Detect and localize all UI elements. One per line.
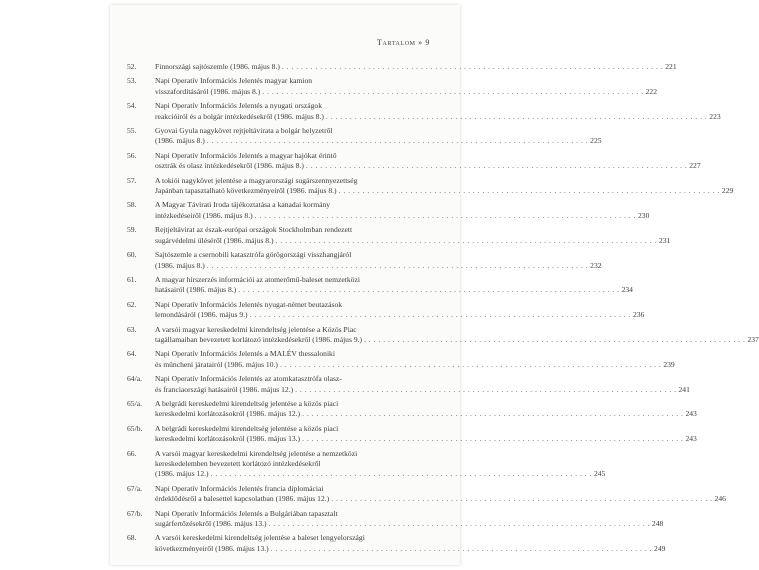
dot-leader: . . . . . . . . . . . . . . . . . . . . . . . . . . . . . . . . . . . . . . . . . . . . . . . . . . . . . . . . . . . . . . . . . . . . . . . . . . . . . . . . [249, 310, 631, 320]
dot-leader: . . . . . . . . . . . . . . . . . . . . . . . . . . . . . . . . . . . . . . . . . . . . . . . . . . . . . . . . . . . . . . . . . . . . . . . . . . . . . . . . [305, 161, 688, 171]
toc-entry-last-line [155, 544, 665, 554]
toc-entry-title-line: A belgrádi kereskedelmi kirendeltség jelentése a közös piaci [155, 398, 339, 408]
toc-entry [127, 423, 697, 445]
toc-entry-page-number: 248 [651, 519, 664, 529]
toc-entry-last-line [155, 285, 633, 295]
toc-entry-title-line: és müncheni járatairól (1986. május 10.) [155, 359, 278, 369]
toc-entry-title-line: Napi Operatív Információs Jelentés magyar kamion [155, 76, 313, 86]
toc-entry-title-line: A varsói kereskedelmi kirendeltség jelentése a baleset lengyelországi [155, 533, 365, 543]
toc-entry-page-number: 221 [665, 62, 677, 71]
toc-entry-title [155, 374, 690, 395]
toc-entry-page-number: 230 [638, 210, 650, 220]
dot-leader: . . . . . . . . . . . . . . . . . . . . . . . . . . . . . . . . . . . . . . . . . . . . . . . . . . . . . . . . . . . . . . . . . . . . . . . . . . . . . . . . [206, 260, 589, 270]
toc-entry-page-number: 225 [590, 136, 602, 146]
toc-entry-page-number: 232 [590, 260, 602, 270]
toc-entry-number: 55. [127, 126, 137, 136]
toc-entry-title-line: (1986. május 12.) [155, 469, 209, 479]
dot-leader: . . . . . . . . . . . . . . . . . . . . . . . . . . . . . . . . . . . . . . . . . . . . . . . . . . . . . . . . . . . . . . . . . . . . . . . . . . . . . . . . [270, 543, 653, 553]
toc-entry-number: 66. [127, 448, 137, 458]
dot-leader: . . . . . . . . . . . . . . . . . . . . . . . . . . . . . . . . . . . . . . . . . . . . . . . . . . . . . . . . . . . . . . . . . . . . . . . . . . . . . . . . [279, 359, 662, 369]
dot-leader: . . . . . . . . . . . . . . . . . . . . . . . . . . . . . . . . . . . . . . . . . . . . . . . . . . . . . . . . . . . . . . . . . . . . . . . . . . . . . . . . [302, 434, 684, 444]
toc-entry-title-line: (1986. május 8.) [155, 136, 205, 146]
toc-entry [127, 200, 650, 221]
toc-entry-title-line: A Magyar Távirati Iroda tájékoztatása a kanadai kormány [155, 200, 331, 210]
toc-entry-title-line: Napi Operatív Információs Jelentés a MALÉV thessaloniki [155, 349, 335, 359]
toc-entry [127, 76, 657, 97]
toc-entry-last-line [155, 186, 733, 196]
toc-entry-title-line: lemondásáról (1986. május 9.) [155, 310, 248, 320]
toc-entry-last-line [155, 161, 701, 171]
toc-entry-last-line [155, 434, 697, 444]
dot-leader: . . . . . . . . . . . . . . . . . . . . . . . . . . . . . . . . . . . . . . . . . . . . . . . . . . . . . . . . . . . . . . . . . . . . . . . . . . . . . . . . [331, 494, 713, 504]
toc-entry-number: 67/a. [127, 483, 142, 493]
dot-leader: . . . . . . . . . . . . . . . . . . . . . . . . . . . . . . . . . . . . . . . . . . . . . . . . . . . . . . . . . . . . . . . . . . . . . . . . . . . . . . . . [210, 469, 592, 479]
toc-entry-last-line [155, 136, 602, 146]
dot-leader: . . . . . . . . . . . . . . . . . . . . . . . . . . . . . . . . . . . . . . . . . . . . . . . . . . . . . . . . . . . . . . . . . . . . . . . . . . . . . . . . [338, 186, 720, 196]
toc-entry-number: 54. [127, 101, 137, 111]
dot-leader: . . . . . . . . . . . . . . . . . . . . . . . . . . . . . . . . . . . . . . . . . . . . . . . . . . . . . . . . . . . . . . . . . . . . . . . . . . . . . . . . [238, 285, 620, 295]
toc-entry-number: 52. [127, 62, 137, 71]
dot-leader: . . . . . . . . . . . . . . . . . . . . . . . . . . . . . . . . . . . . . . . . . . . . . . . . . . . . . . . . . . . . . . . . . . . . . . . . . . . . . . . . [206, 136, 589, 146]
dot-leader: . . . . . . . . . . . . . . . . . . . . . . . . . . . . . . . . . . . . . . . . . . . . . . . . . . . . . . . . . . . . . . . . . . . . . . . . . . . . . . . . [254, 210, 636, 220]
toc-entry-number: 65/b. [127, 423, 143, 433]
toc-entry-title-line: kereskedelemben bevezetett korlátozó intézkedésekről [155, 459, 321, 468]
toc-entry-number: 64/a. [127, 374, 142, 384]
toc-entry-title-line: kereskedelmi korlátozásokról (1986. május 13.) [155, 434, 301, 444]
toc-entry-title-line: intézkedéseiről (1986. május 8.) [155, 210, 253, 220]
toc-entry-title-line: A tokiói nagykövet jelentése a magyarországi sugárszennyezettség [155, 175, 358, 185]
toc-entry-number: 59. [127, 225, 137, 235]
toc-entry-title-line: Napi Operatív Információs Jelentés az atomkatasztrófa olasz- [155, 374, 342, 384]
toc-entry-title [155, 349, 675, 370]
toc-entry [127, 398, 697, 420]
toc-entry [127, 448, 606, 480]
toc-entry-last-line [155, 236, 670, 246]
toc-entry-title [155, 225, 670, 246]
toc-entry-number: 56. [127, 150, 137, 160]
header-section-title: Tartalom [377, 38, 416, 47]
toc-entry-title [155, 151, 701, 172]
toc-entry-title-line: következményeiről (1986. május 13.) [155, 543, 269, 553]
toc-entry-page-number: 241 [678, 384, 690, 394]
toc-entry-title [155, 533, 665, 554]
toc-entry [127, 274, 633, 296]
toc-entry-last-line [155, 87, 657, 97]
toc-entry-number: 60. [127, 250, 137, 260]
dot-leader: . . . . . . . . . . . . . . . . . . . . . . . . . . . . . . . . . . . . . . . . . . . . . . . . . . . . . . . . . . . . . . . . . . . . . . . . . . . . . . . . [364, 334, 746, 344]
dot-leader: . . . . . . . . . . . . . . . . . . . . . . . . . . . . . . . . . . . . . . . . . . . . . . . . . . . . . . . . . . . . . . . . . . . . . . . . . . . . . . . . [295, 384, 677, 394]
toc-entry-title-line: reakcióiról és a bolgár intézkedésekről (1986. május 8.) [155, 111, 324, 121]
toc-entry-title-line: (1986. május 8.) [155, 260, 205, 270]
dot-leader: . . . . . . . . . . . . . . . . . . . . . . . . . . . . . . . . . . . . . . . . . . . . . . . . . . . . . . . . . . . . . . . . . . . . . . . . . . . . . . . . [262, 86, 644, 96]
toc-entry-title-line: Napi Operatív Információs Jelentés nyugat-német beutazások [155, 299, 343, 309]
toc-entry-last-line [155, 112, 721, 122]
toc-entry [127, 62, 677, 72]
toc-entry-title [155, 76, 657, 97]
toc-entry-title-line: Napi Operatív Információs Jelentés francia diplomáciai [155, 483, 324, 493]
toc-entry-title-line: Japánban tapasztalható következményeiről (1986. május 8.) [155, 186, 337, 196]
toc-entry [127, 250, 602, 271]
toc-entry-title-line: kereskedelmi korlátozásokról (1986. május 12.) [155, 409, 301, 419]
toc-entry-page-number: 243 [685, 434, 697, 444]
toc-entry-title-line: osztrák és olasz intézkedésekről (1986. május 8.) [155, 161, 304, 171]
toc-entry-page-number: 234 [621, 285, 633, 295]
header-separator: » [418, 38, 423, 47]
dot-leader: . . . . . . . . . . . . . . . . . . . . . . . . . . . . . . . . . . . . . . . . . . . . . . . . . . . . . . . . . . . . . . . . . . . . . . . . . . . . . . . . [275, 235, 657, 245]
toc-entry-title-line: sugárvédelmi üléséről (1986. május 8.) [155, 235, 274, 245]
toc-entry-title-line: Sajtószemle a csernobili katasztrófa görögországi visszhangjáról [155, 250, 352, 260]
toc-entry-last-line [155, 62, 677, 72]
toc-entry-last-line [155, 211, 649, 221]
toc-entry-title [155, 250, 602, 271]
toc-entry-title [155, 62, 677, 72]
toc-entry-number: 57. [127, 175, 137, 185]
toc-entry-title [155, 126, 602, 147]
toc-entry [127, 126, 602, 147]
toc-entry-page-number: 222 [645, 86, 657, 96]
toc-entry-title [155, 449, 605, 480]
toc-entry-title-line: Gyovai Gyula nagykövet rejtjeltávirata a bolgár helyzetről [155, 126, 333, 136]
toc-entry-title-line: sugárfertőzésekről (1986. május 13.) [155, 519, 267, 529]
toc-entry-title-line: Finnországi sajtószemle (1986. május 8.) [155, 62, 280, 71]
running-header [377, 38, 430, 47]
toc-entry [127, 175, 734, 197]
toc-entry-page-number: 237 [747, 334, 759, 344]
toc-entry-page-number: 231 [658, 235, 671, 245]
table-of-contents [127, 62, 759, 558]
toc-entry [127, 324, 759, 346]
dot-leader: . . . . . . . . . . . . . . . . . . . . . . . . . . . . . . . . . . . . . . . . . . . . . . . . . . . . . . . . . . . . . . . . . . . . . . . . . . . . . . . . [281, 62, 664, 71]
dot-leader: . . . . . . . . . . . . . . . . . . . . . . . . . . . . . . . . . . . . . . . . . . . . . . . . . . . . . . . . . . . . . . . . . . . . . . . . . . . . . . . . [268, 519, 650, 529]
toc-entry-title [155, 300, 644, 321]
toc-entry-last-line [155, 310, 644, 320]
toc-entry-title-line: Napi Operatív Információs Jelentés a magyar hajókat érintő [155, 150, 337, 160]
toc-entry-number: 53. [127, 76, 137, 86]
dot-leader: . . . . . . . . . . . . . . . . . . . . . . . . . . . . . . . . . . . . . . . . . . . . . . . . . . . . . . . . . . . . . . . . . . . . . . . . . . . . . . . . [302, 409, 684, 419]
toc-entry-title-line: tagállamaiban bevezetett korlátozó intézkedésekről (1986. május 9.) [155, 334, 363, 344]
toc-entry-page-number: 246 [714, 494, 726, 504]
toc-entry-page-number: 223 [709, 111, 721, 121]
toc-entry-title-line: érdeklődésről a balesettel kapcsolatban (1986. május 12.) [155, 494, 330, 504]
toc-entry [127, 101, 721, 122]
toc-entry-title [155, 325, 759, 346]
toc-entry-number: 67/b. [127, 508, 143, 518]
toc-entry-title-line: A belgrádi kereskedelmi kirendeltség jelentése a közös piaci [155, 423, 339, 433]
toc-entry [127, 533, 666, 554]
toc-entry [127, 483, 726, 505]
toc-entry-last-line [155, 335, 759, 345]
toc-entry [127, 150, 701, 172]
toc-entry-page-number: 239 [663, 359, 675, 369]
toc-entry-last-line [155, 469, 605, 479]
toc-entry [127, 508, 664, 530]
toc-entry [127, 349, 675, 370]
book-page [110, 5, 759, 565]
toc-entry-title-line: A varsói magyar kereskedelmi kirendeltség jelentése a nemzetközi [155, 448, 358, 458]
toc-entry-last-line [155, 409, 697, 419]
toc-entry-title [155, 101, 721, 122]
toc-entry-page-number: 229 [721, 186, 734, 196]
toc-entry-page-number: 236 [632, 310, 645, 320]
toc-entry [127, 225, 671, 246]
toc-entry-page-number: 245 [593, 469, 606, 479]
toc-entry-title-line: Napi Operatív Információs Jelentés a Bulgáriában tapasztalt [155, 508, 338, 518]
toc-entry-title-line: Rejtjeltávirat az észak-európai országok Stockholmban rendezett [155, 225, 353, 235]
toc-entry-number: 61. [127, 274, 137, 284]
toc-entry [127, 299, 645, 321]
toc-entry-title [155, 399, 697, 420]
toc-entry-title [155, 275, 633, 296]
toc-entry-title [155, 200, 649, 221]
toc-entry-number: 63. [127, 324, 137, 334]
toc-entry-number: 58. [127, 200, 137, 210]
toc-entry-title-line: A varsói magyar kereskedelmi kirendeltség jelentése a Közös Piac [155, 324, 357, 334]
toc-entry-number: 64. [127, 349, 137, 359]
toc-entry-last-line [155, 494, 726, 504]
toc-entry-number: 65/a. [127, 398, 142, 408]
toc-entry-title-line: A magyar hírszerzés információi az atomerőmű-baleset nemzetközi [155, 274, 360, 284]
toc-entry-page-number: 227 [689, 161, 701, 171]
toc-entry-last-line [155, 261, 602, 271]
toc-entry-last-line [155, 385, 690, 395]
toc-entry-title-line: visszafordításáról (1986. május 8.) [155, 86, 261, 96]
toc-entry-title-line: és franciaországi hatásairól (1986. május 12.) [155, 384, 294, 394]
toc-entry [127, 374, 690, 395]
toc-entry-number: 62. [127, 299, 137, 309]
toc-entry-title [155, 484, 726, 505]
toc-entry-title-line: Napi Operatív Információs Jelentés a nyugati országok [155, 101, 323, 111]
toc-entry-last-line [155, 519, 663, 529]
toc-entry-page-number: 243 [685, 409, 697, 419]
toc-entry-title [155, 424, 697, 445]
toc-entry-last-line [155, 360, 675, 370]
toc-entry-title [155, 509, 663, 530]
toc-entry-number: 68. [127, 533, 137, 543]
toc-entry-title-line: hatásairól (1986. május 8.) [155, 285, 237, 295]
dot-leader: . . . . . . . . . . . . . . . . . . . . . . . . . . . . . . . . . . . . . . . . . . . . . . . . . . . . . . . . . . . . . . . . . . . . . . . . . . . . . . . . [325, 111, 708, 121]
toc-entry-page-number: 249 [654, 543, 666, 553]
header-page-number: 9 [425, 38, 430, 47]
toc-entry-title [155, 176, 733, 197]
